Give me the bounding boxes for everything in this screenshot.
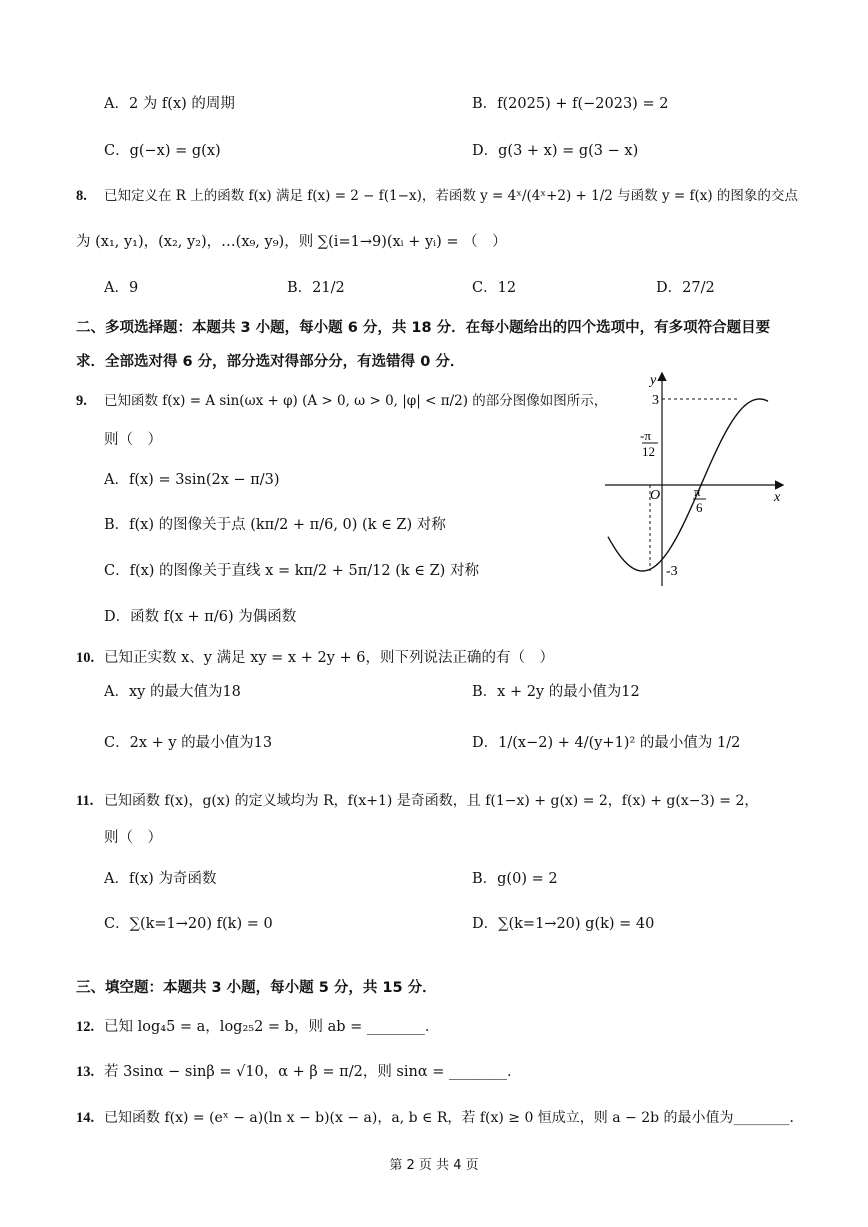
q9-sine-graph <box>600 368 790 590</box>
x-axis-label: x <box>774 490 781 505</box>
q10-option-a: A．xy 的最大值为18 <box>104 684 241 700</box>
section2-heading-line2: 求．全部选对得 6 分，部分选对得部分分，有选错得 0 分． <box>76 354 465 370</box>
q7-option-b: B．f(2025) + f(−2023) = 2 <box>472 96 669 112</box>
q7-option-c: C．g(−x) = g(x) <box>104 143 221 159</box>
q9-option-b: B．f(x) 的图像关于点 (kπ/2 + π/6, 0) (k ∈ Z) 对称 <box>104 517 446 533</box>
q8-stem-line1: 已知定义在 R 上的函数 f(x) 满足 f(x) = 2 − f(1−x)，若函数 y = 4ˣ/(4ˣ+2) + 1/2 与函数 y = f(x) 的图象的交点 <box>104 188 798 204</box>
origin-label: O <box>650 488 661 503</box>
q11-option-a: A．f(x) 为奇函数 <box>104 871 217 887</box>
neg-tick-numerator: -π <box>640 428 651 443</box>
q12-number: 12. <box>76 1019 95 1035</box>
q9-option-d: D．函数 f(x + π/6) 为偶函数 <box>104 609 297 625</box>
q9-stem-line1: 已知函数 f(x) = A sin(ωx + φ) (A > 0, ω > 0, |φ| < π/2) 的部分图像如图所示， <box>104 393 608 409</box>
pos-tick-denominator: 6 <box>696 500 703 515</box>
q9-stem-line2: 则（ ） <box>104 432 162 448</box>
section3-heading: 三、填空题：本题共 3 小题，每小题 5 分，共 15 分． <box>76 980 437 996</box>
q11-option-d: D．∑(k=1→20) g(k) = 40 <box>472 916 655 932</box>
min-value-label: -3 <box>666 564 678 579</box>
q11-number: 11. <box>76 793 94 809</box>
q8-option-c: C．12 <box>472 280 517 296</box>
q8-option-d: D．27/2 <box>656 280 715 296</box>
q8-option-a: A．9 <box>104 280 139 296</box>
page-footer: 第 2 页 共 4 页 <box>389 1158 479 1173</box>
neg-tick-denominator: 12 <box>642 444 655 459</box>
q8-stem-line2: 为 (x₁, y₁)，(x₂, y₂)，…(x₉, y₉)，则 ∑(i=1→9)(xᵢ + yᵢ) = （ ） <box>76 234 507 250</box>
q11-stem-line2: 则（ ） <box>104 830 162 846</box>
q10-stem: 已知正实数 x、y 满足 xy = x + 2y + 6，则下列说法正确的有（ ） <box>104 650 554 666</box>
q14-text: 已知函数 f(x) = (eˣ − a)(ln x − b)(x − a)，a, b ∈ R，若 f(x) ≥ 0 恒成立，则 a − 2b 的最小值为________． <box>104 1110 804 1126</box>
section2-heading-line1: 二、多项选择题：本题共 3 小题，每小题 6 分，共 18 分．在每小题给出的四个选项中，有多项符合题目要 <box>76 320 771 336</box>
q11-option-b: B．g(0) = 2 <box>472 871 558 887</box>
q10-option-c: C．2x + y 的最小值为13 <box>104 735 273 751</box>
q14-number: 14. <box>76 1110 95 1126</box>
q11-stem-line1: 已知函数 f(x)，g(x) 的定义域均为 R，f(x+1) 是奇函数，且 f(1−x) + g(x) = 2，f(x) + g(x−3) = 2， <box>104 793 759 809</box>
q8-option-b: B．21/2 <box>287 280 345 296</box>
q9-option-c: C．f(x) 的图像关于直线 x = kπ/2 + 5π/12 (k ∈ Z) 对称 <box>104 563 479 579</box>
q11-option-c: C．∑(k=1→20) f(k) = 0 <box>104 916 273 932</box>
q13-text: 若 3sinα − sinβ = √10，α + β = π/2，则 sinα = ________． <box>104 1064 522 1080</box>
q7-option-d: D．g(3 + x) = g(3 − x) <box>472 143 639 159</box>
q9-number: 9. <box>76 393 87 409</box>
q10-number: 10. <box>76 650 95 666</box>
q9-option-a: A．f(x) = 3sin(2x − π/3) <box>104 472 280 488</box>
q8-number: 8. <box>76 188 87 204</box>
q7-option-a: A．2 为 f(x) 的周期 <box>104 96 235 112</box>
q10-option-d: D．1/(x−2) + 4/(y+1)² 的最小值为 1/2 <box>472 735 741 751</box>
y-axis-label: y <box>650 373 657 388</box>
q12-text: 已知 log₄5 = a，log₂₅2 = b，则 ab = ________． <box>104 1019 440 1035</box>
q10-option-b: B．x + 2y 的最小值为12 <box>472 684 640 700</box>
pos-tick-numerator: π <box>694 484 701 499</box>
max-value-label: 3 <box>652 393 659 408</box>
q13-number: 13. <box>76 1064 95 1080</box>
